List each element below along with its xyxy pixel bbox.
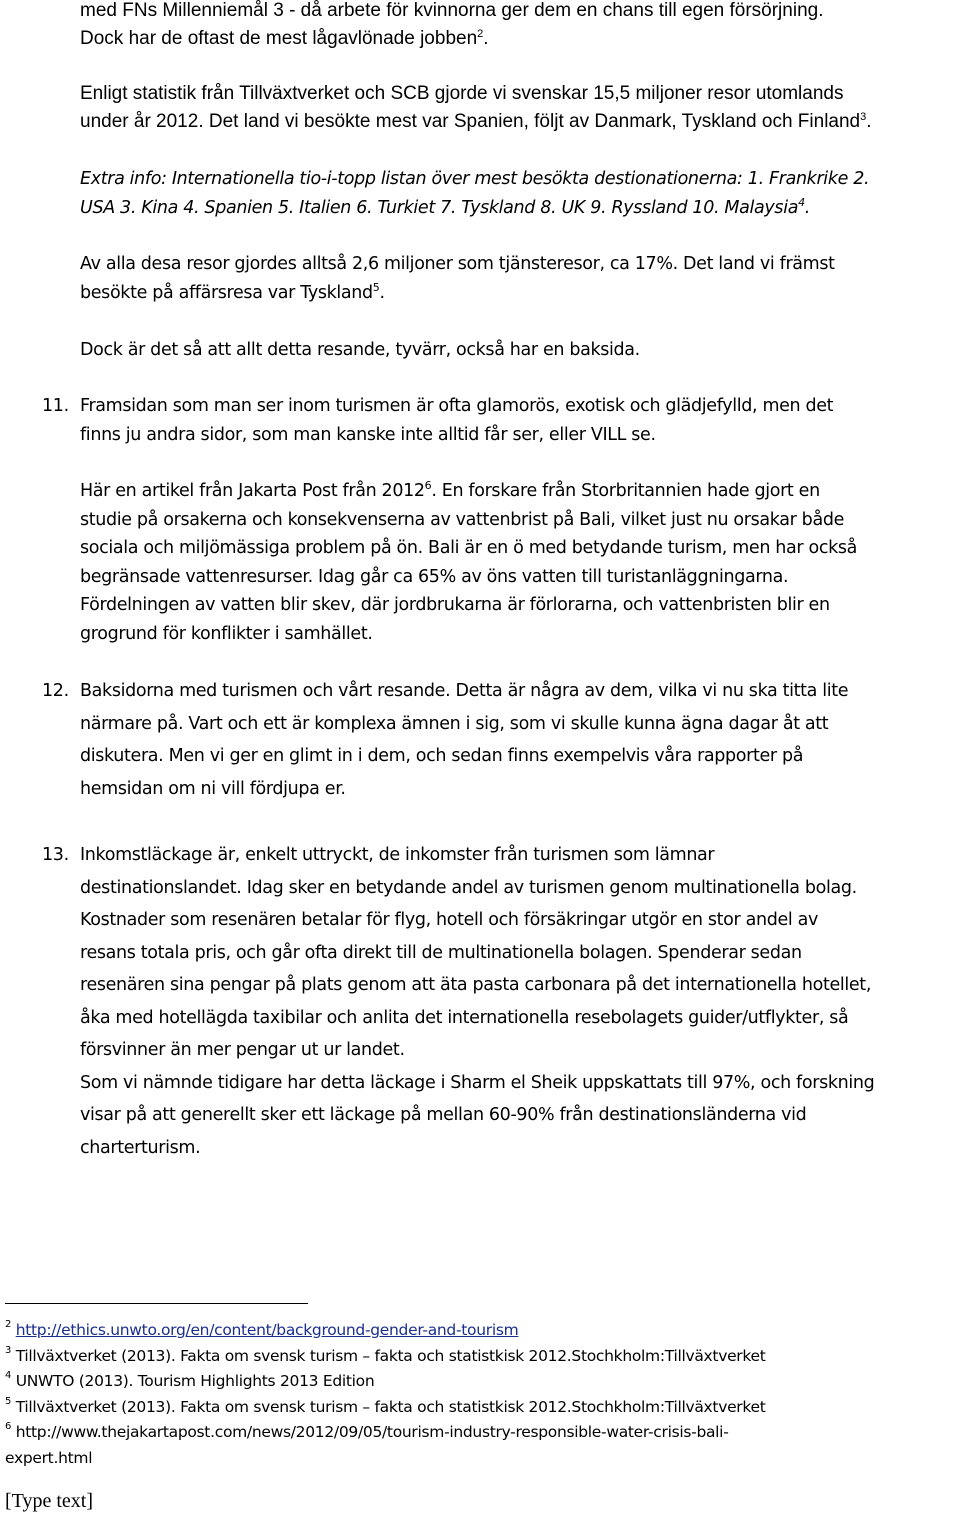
extra-info-line: Extra info: Internationella tio-i-topp listan över mest besökta destionationerna: 1. Frankrike 2. [80, 169, 870, 189]
text-line: Framsidan som man ser inom turismen är ofta glamorös, exotisk och glädjefylld, men det [80, 396, 834, 416]
footnote-ref[interactable]: 6 [424, 479, 432, 492]
text-line: grogrund för konflikter i samhället. [80, 623, 373, 644]
extra-info-line: USA 3. Kina 4. Spanien 5. Italien 6. Turkiet 7. Tyskland 8. UK 9. Ryssland 10. Malaysia$^4$. [80, 195, 810, 218]
business-line: Av alla desa resor gjordes alltså 2,6 miljoner som tjänsteresor, ca 17%. Det land vi främst [80, 254, 835, 274]
footnote: $^2$ http://ethics.unwto.org/en/content/background-gender-and-tourism [5, 1319, 519, 1339]
footnotes [5, 1318, 955, 1471]
text-line: begränsade vattenresurser. Idag går ca 65% av öns vatten till turistanläggningarna. [80, 566, 789, 587]
footnote: $^3$ Tillväxtverket (2013). Fakta om svensk turism – fakta och statistkisk 2012.Stochkholm:Tillväxtverket [5, 1344, 766, 1365]
footnote-ref[interactable]: 5 [372, 280, 380, 294]
intro-paragraph-2 [80, 80, 872, 136]
text-line: resans totala pris, och går ofta direkt till de multinationella bolagen. Spenderar sedan [80, 942, 802, 963]
business-travel-paragraph [80, 250, 835, 307]
text-line: närmare på. Vart och ett är komplexa ämnen i sig, som vi skulle kunna ägna dagar åt att [80, 713, 829, 734]
footnote-ref[interactable]: 2 [477, 28, 484, 40]
text-line: visar på att generellt sker ett läckage på mellan 60-90% från destinationsländerna vid [80, 1105, 807, 1125]
footer-placeholder[interactable]: [Type text] [5, 1490, 94, 1512]
intro-line: med FNs Millenniemål 3 - då arbete för kvinnorna ger dem en chans till egen försörjning. [80, 0, 824, 21]
list-item-text [80, 675, 848, 805]
list-item-text [80, 839, 874, 1164]
text-line: försvinner än mer pengar ut ur landet. [80, 1040, 405, 1060]
footnote: $^6$ http://www.thejakartapost.com/news/2012/09/05/tourism-industry-responsible-water-crisis-bali- [5, 1421, 729, 1441]
business-line: besökte på affärsresa var Tyskland$^5$. [80, 280, 385, 303]
text-line: resenären sina pengar på plats genom att äta pasta carbonara på det internationella hotellet, [80, 975, 872, 995]
text-line: sociala och miljömässiga problem på ön. Bali är en ö med betydande turism, men har också [80, 538, 858, 558]
text-line: hemsidan om ni vill fördjupa er. [80, 778, 346, 799]
text-line: Fördelningen av vatten blir skev, där jordbrukarna är förlorarna, och vattenbristen blir en [80, 595, 830, 615]
downside-paragraph [80, 336, 640, 365]
text-line: Inkomstläckage är, enkelt uttryckt, de inkomster från turismen som lämnar [80, 845, 715, 865]
footnote-separator [5, 1303, 308, 1304]
footnote-continuation: expert.html [5, 1448, 93, 1467]
footnote-ref[interactable]: 4 [798, 195, 805, 209]
text-line: charterturism. [80, 1137, 201, 1158]
text-line: Här en artikel från Jakarta Post från 2012$^6$. En forskare från Storbritannien hade gjort en [80, 479, 820, 501]
intro-line: Enligt statistik från Tillväxtverket och SCB gjorde vi svenskar 15,5 miljoner resor utomlands [80, 83, 844, 104]
footnote: $^4$ UNWTO (2013). Tourism Highlights 2013 Edition [5, 1370, 375, 1390]
text-line: studie på orsakerna och konsekvenserna av vattenbrist på Bali, vilket just nu orsakar både [80, 509, 844, 530]
text-line: diskutera. Men vi ger en glimt in i dem, och sedan finns exempelvis våra rapporter på [80, 746, 804, 766]
intro-paragraph-1 [80, 0, 823, 53]
downside-line: Dock är det så att allt detta resande, tyvärr, också har en baksida. [80, 340, 640, 360]
text-line: Som vi nämnde tidigare har detta läckage i Sharm el Sheik uppskattats till 97%, och forskning [80, 1072, 875, 1093]
list-number: 13. [42, 845, 69, 865]
list-number: 11. [42, 396, 69, 416]
text-line: finns ju andra sidor, som man kanske inte alltid får ser, eller VILL se. [80, 424, 656, 445]
list-number: 12. [42, 681, 69, 701]
extra-info-paragraph [80, 165, 869, 222]
text-line: Kostnader som resenären betalar för flyg, hotell och försäkringar utgör en stor andel av [80, 910, 818, 930]
intro-line: under år 2012. Det land vi besökte mest var Spanien, följt av Danmark, Tyskland och Finland$^3$. [80, 111, 872, 132]
text-line: destinationslandet. Idag sker en betydande andel av turismen genom multinationella bolag. [80, 877, 857, 898]
footnote: $^5$ Tillväxtverket (2013). Fakta om svensk turism – fakta och statistkisk 2012.Stochkholm:Tillväxtverket [5, 1395, 766, 1416]
text-line: Baksidorna med turismen och vårt resande. Detta är några av dem, vilka vi nu ska titta lite [80, 681, 849, 701]
footnote-ref[interactable]: 3 [860, 111, 867, 123]
text-line: åka med hotellägda taxibilar och anlita det internationella resebolagets guider/utflykter, så [80, 1007, 849, 1028]
list-item-text [80, 392, 857, 648]
intro-line: Dock har de oftast de mest lågavlönade jobben$^2$. [80, 28, 489, 49]
footnote-link[interactable]: http://ethics.unwto.org/en/content/background-gender-and-tourism [15, 1321, 519, 1339]
